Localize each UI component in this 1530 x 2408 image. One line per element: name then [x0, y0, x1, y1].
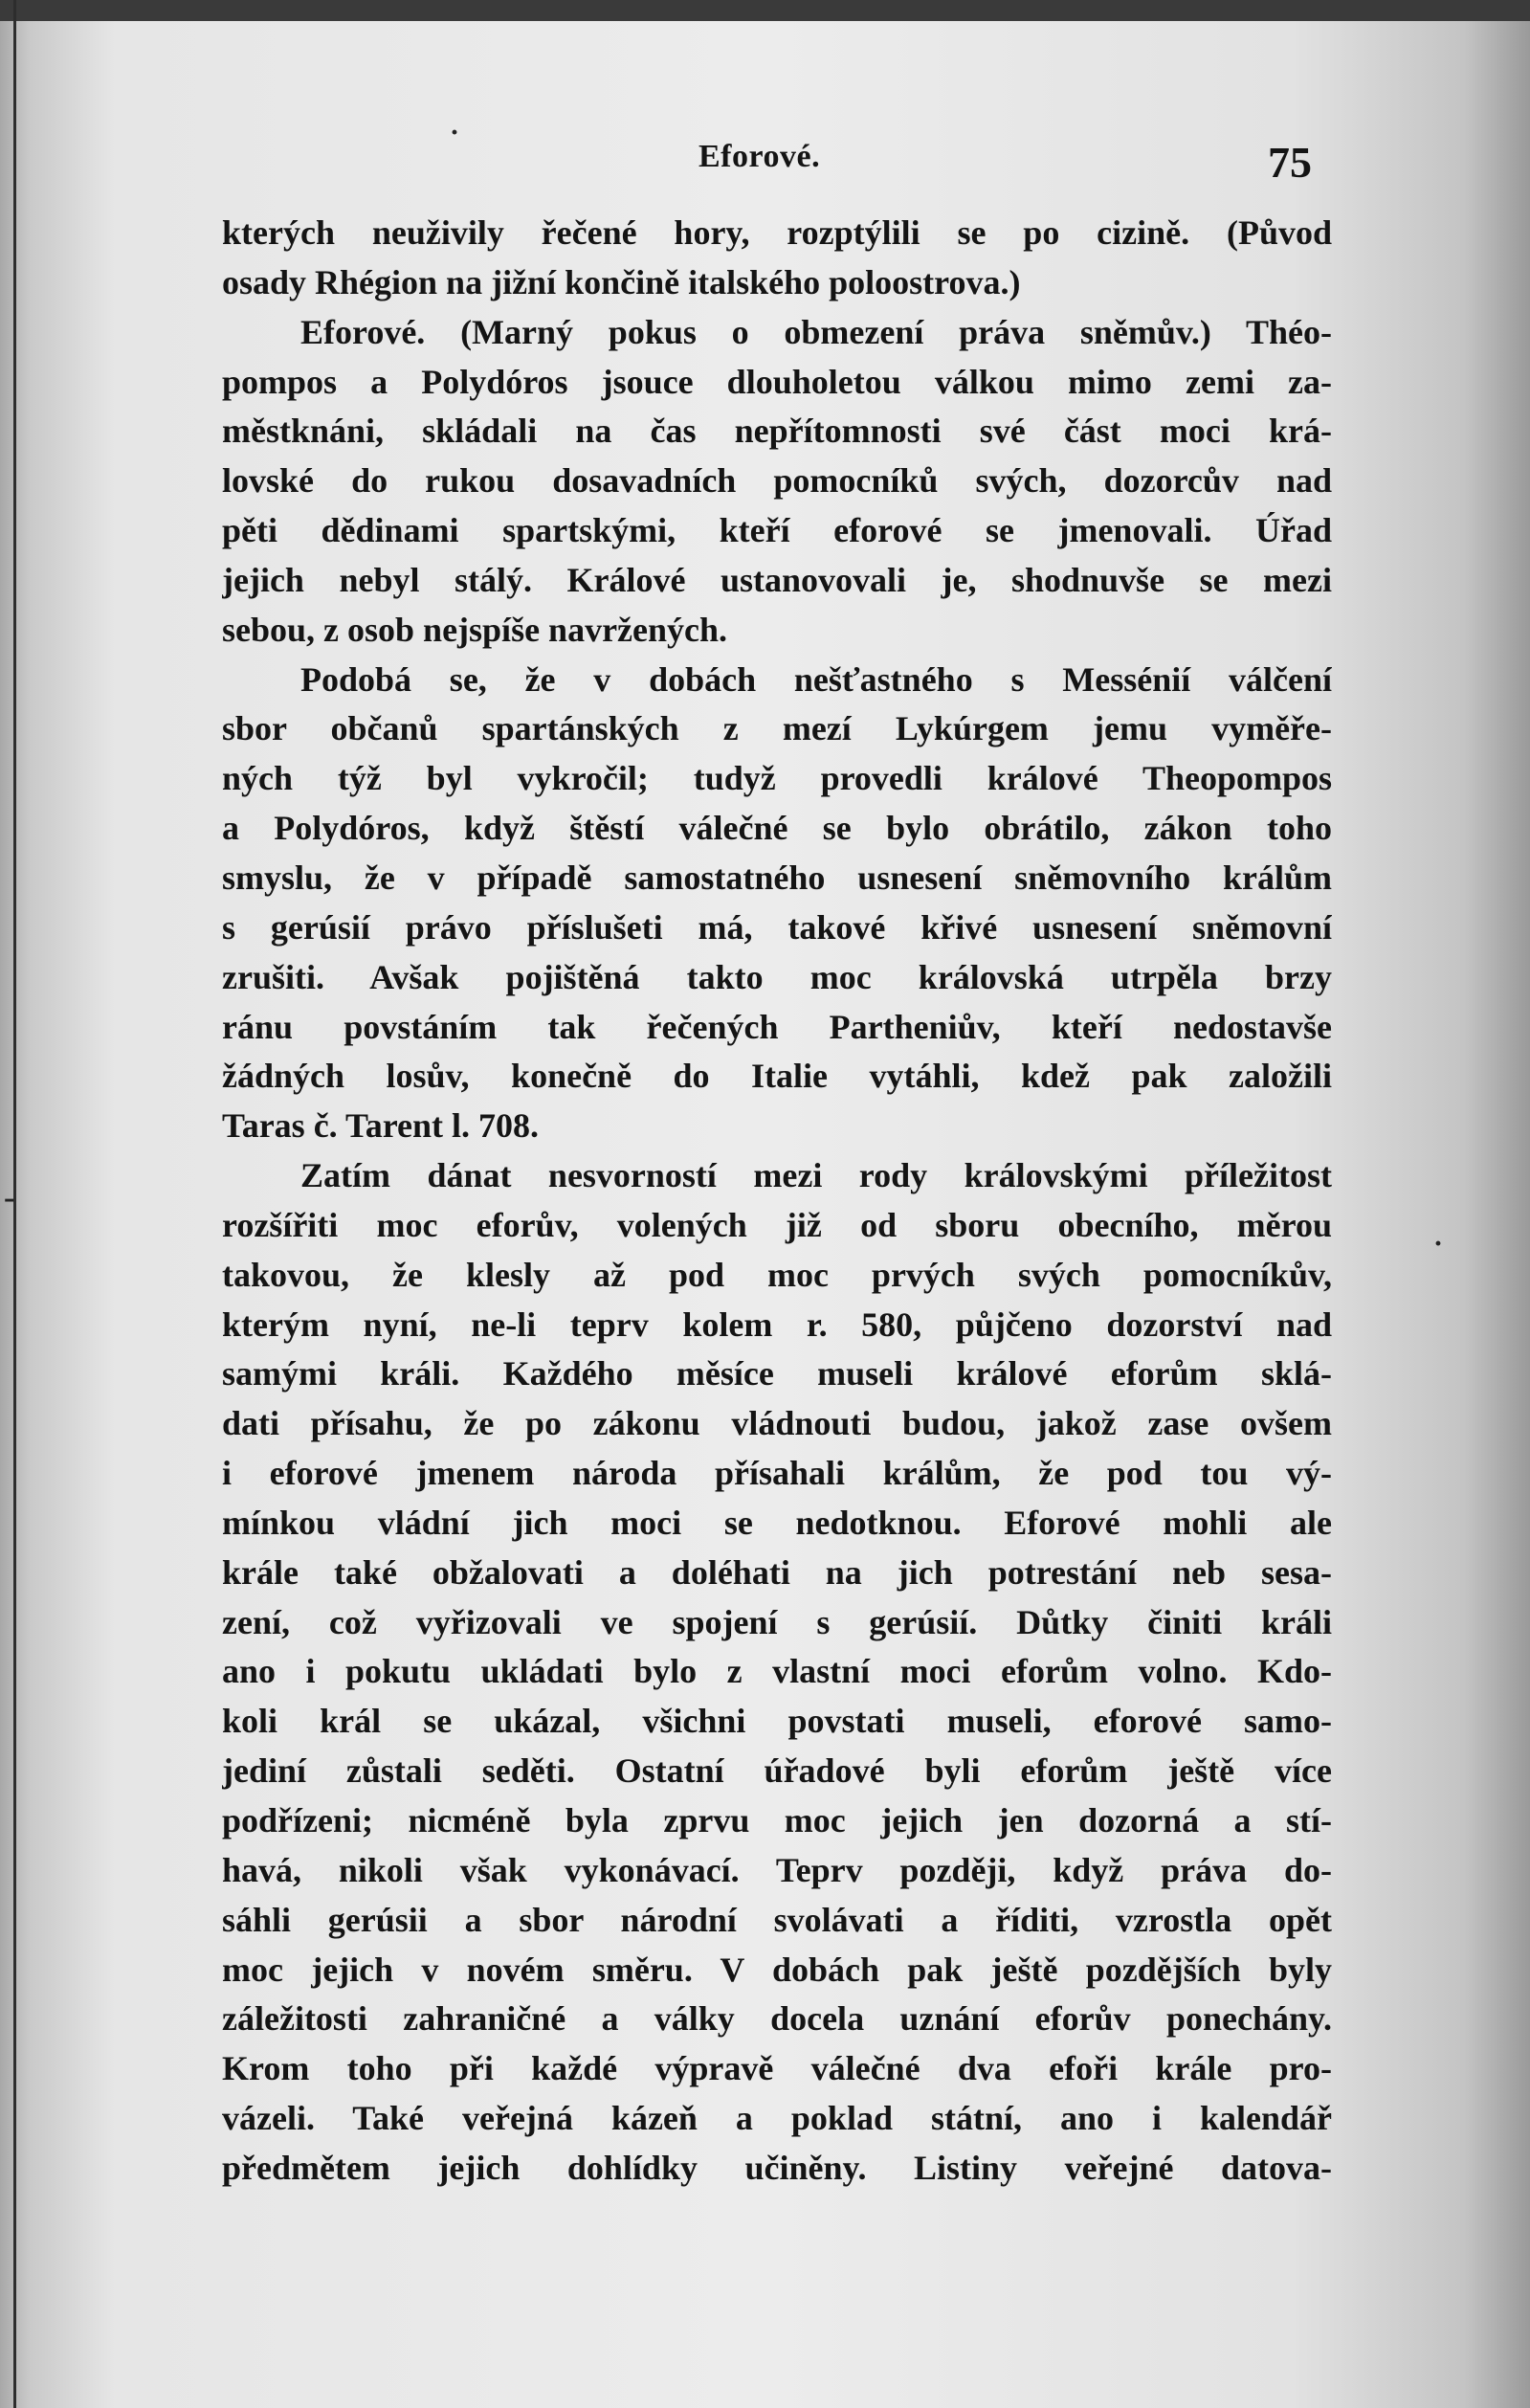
text-line: ránu povstáním tak řečených Partheniův, kteří nedostavše — [222, 1007, 1332, 1046]
text-line: sbor občanů spartánských z mezí Lykúrgem jemu vyměře- — [222, 709, 1332, 748]
text-line: samými králi. Každého měsíce museli králové eforům sklá- — [222, 1354, 1332, 1394]
text-line: smyslu, že v případě samostatného usnesení sněmovního králům — [222, 858, 1332, 897]
body-text — [222, 209, 1332, 2194]
text-line: Zatím dánat nesvorností mezi rody královskými příležitost — [300, 1156, 1332, 1195]
text-line: mínkou vládní jich moci se nedotknou. Eforové mohli ale — [222, 1503, 1332, 1542]
margin-mark: · — [1433, 1228, 1444, 1260]
text-line: jejich nebyl stálý. Králové ustanovovali je, shodnuvše se mezi — [222, 560, 1332, 599]
text-line: záležitosti zahraničné a války docela uznání eforův ponechány. — [222, 1999, 1332, 2039]
text-line: Krom toho při každé výpravě válečné dva efoři krále pro- — [222, 2049, 1332, 2088]
text-line: Eforové. (Marný pokus o obmezení práva sněmův.) Théo- — [300, 312, 1332, 351]
text-line: vázeli. Také veřejná kázeň a poklad státní, ano i kalendář — [222, 2099, 1332, 2138]
text-line: koli král se ukázal, všichni povstati museli, eforové samo- — [222, 1702, 1332, 1741]
text-line: jediní zůstali seděti. Ostatní úřadové byli eforům ještě více — [222, 1751, 1332, 1791]
text-line: moc jejich v novém směru. V dobách pak ještě pozdějších byly — [222, 1950, 1332, 1989]
margin-mark: - — [4, 1180, 15, 1215]
text-line: dati přísahu, že po zákonu vládnouti budou, jakož zase ovšem — [222, 1404, 1332, 1443]
text-line: sáhli gerúsii a sbor národní svolávati a říditi, vzrostla opět — [222, 1900, 1332, 1939]
text-line: lovské do rukou dosavadních pomocníků svých, dozorcův nad — [222, 461, 1332, 501]
text-line: předmětem jejich dohlídky učiněny. Listiny veřejné datova- — [222, 2148, 1332, 2187]
text-line: zení, což vyřizovali ve spojení s gerúsií. Důtky činiti králi — [222, 1602, 1332, 1641]
text-line: kterých neuživily řečené hory, rozptýlili se po cizině. (Původ — [222, 213, 1332, 252]
text-line: ných týž byl vykročil; tudyž provedli králové Theopompos — [222, 759, 1332, 798]
text-line: žádných losův, konečně do Italie vytáhli, kdež pak založili — [222, 1057, 1332, 1096]
page-top-edge — [0, 0, 1530, 21]
margin-mark: · — [450, 117, 460, 148]
text-line: havá, nikoli však vykonávací. Teprv později, když práva do- — [222, 1850, 1332, 1889]
text-line: Podobá se, že v dobách nešťastného s Messénií válčení — [300, 659, 1332, 699]
page-number: 75 — [1268, 138, 1312, 187]
text-line: i eforové jmenem národa přísahali králům, že pod tou vý- — [222, 1454, 1332, 1493]
text-line: kterým nyní, ne-li teprv kolem r. 580, půjčeno dozorství nad — [222, 1304, 1332, 1344]
text-line: sebou, z osob nejspíše navržených. — [222, 610, 728, 649]
text-line: osady Rhégion na jižní končině italského poloostrova.) — [222, 262, 1021, 301]
running-head: Eforové. — [698, 139, 821, 174]
text-line: pompos a Polydóros jsouce dlouholetou válkou mimo zemi za- — [222, 362, 1332, 401]
text-line: a Polydóros, když štěstí válečné se bylo obrátilo, zákon toho — [222, 809, 1332, 848]
text-line: městknáni, skládali na čas nepřítomnosti své část moci krá- — [222, 412, 1332, 451]
text-line: rozšířiti moc eforův, volených již od sboru obecního, měrou — [222, 1205, 1332, 1244]
text-line: podřízeni; nicméně byla zprvu moc jejich jen dozorná a stí- — [222, 1801, 1332, 1839]
text-line: s gerúsií právo příslušeti má, takové křivé usnesení sněmovní — [222, 907, 1332, 947]
text-line: takovou, že klesly až pod moc prvých svých pomocníkův, — [222, 1255, 1332, 1294]
text-line: pěti dědinami spartskými, kteří eforové se jmenovali. Úřad — [222, 511, 1332, 550]
text-line: Taras č. Tarent l. 708. — [222, 1106, 540, 1146]
text-line: ano i pokutu ukládati bylo z vlastní moci eforům volno. Kdo- — [222, 1652, 1332, 1691]
text-line: zrušiti. Avšak pojištěná takto moc královská utrpěla brzy — [222, 957, 1332, 996]
text-line: krále také obžalovati a doléhati na jich potrestání neb sesa- — [222, 1552, 1332, 1592]
page-header — [0, 139, 1530, 187]
